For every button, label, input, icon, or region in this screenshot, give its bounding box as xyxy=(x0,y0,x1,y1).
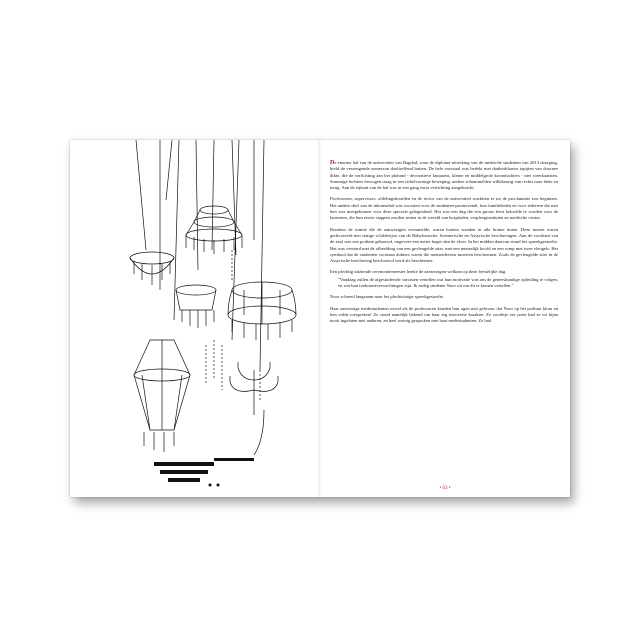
body-text xyxy=(330,160,558,330)
paragraph: De enorme hal van de universiteit van Bagdad, waar de diploma-uitreiking van de medische studenten van 2013 doorging, hield de verzengende zomerzon doeltreffend buiten. De hele voorzaal was bedekt met donkerblauwe tapijten van doornee dikte, die de verlichting aan het plafond - decoratieve lantaarns, kleine en middelgrote kroonluchters - niet weerkaatsten. Sommige luchters bewogen traag in een cirkelvormige beweging, andere schommelden willekeurig van rechts naar links en terug. Aan de zijkant van de hal was in een gang extra verlichting aangebracht. xyxy=(330,160,558,191)
paragraph: Rondom de ruimte die de aanwezigen verzamelde, waren houten wanden in alle bruine tinten. Deze muren waren gedecoreerd met statige schilderijen van de Babylonische, Soemerische en Assyrische beschavingen. Aan de voorkant van de zaal was een podium gebouwd, ongeveer een meter hoger dan de vloer. In het midden daarvan stond het spreekgestoelte. Het was versierd met de afbeelding van een gevleugelde stier, met een menselijk hoofd en een romp met twee vleugels. Het symbool dat de studenten voortaan dokters waren die mensenlevens moesten beschermen. Zoals de gevleugelde stier in de Assyrische beschaving beschouwd werd als beschermer. xyxy=(330,226,558,264)
left-page xyxy=(70,140,320,497)
page-number: • 63 • xyxy=(439,486,451,491)
quote: "Vandaag zullen de afgestudeerde cursisten vertellen wat hun motivatie was om de geneeskundige opleiding te volgen, en wat hun toekomstverwachtingen zijn. Ik nodig studente Noor uit om dit te komen vertellen." xyxy=(338,276,558,289)
chandeliers-illustration xyxy=(114,140,314,497)
paragraph: Professoren, supervisors, afdelingshoofden en de rector van de universiteit wachtten er tot de proclamatie zou beginnen. Het andere deel van de inkomsthal was voorzien voor de studenten-promovendi, hun familieleden en voor iedereen die met hen was meegekomen voor deze speciale gelegenheid. Het was een dag die een groots feest beloofde te worden voor de laureaten, die hun eerste stappen zouden zetten in de wereld van hospitalen, verpleeginstituten en medische centra. xyxy=(330,196,558,221)
paragraph: Haar aanwezige medestudenten zowel als de professoren konden hun ogen niet geloven: dat Noor op het podium klom en hen wilde toespreken! Ze stond namelijk bekend om haar erg introverte karakter. Ze voorbije zes jaren had ze tot bijna nooit ingelaten met anderen, en heel weinig gesproken met haar medestudenten. Ze had xyxy=(330,305,558,324)
drop-cap: D xyxy=(330,160,335,166)
right-page xyxy=(320,140,570,497)
book-spread xyxy=(70,140,570,497)
paragraph: Noor schreed langzaam naar het plechtstatige spreekgestoelte. xyxy=(330,294,445,300)
paragraph: Een plechtig uitziende ceremoniemeester heette de aanwezigen welkom op deze feestelijke dag. xyxy=(330,269,507,275)
